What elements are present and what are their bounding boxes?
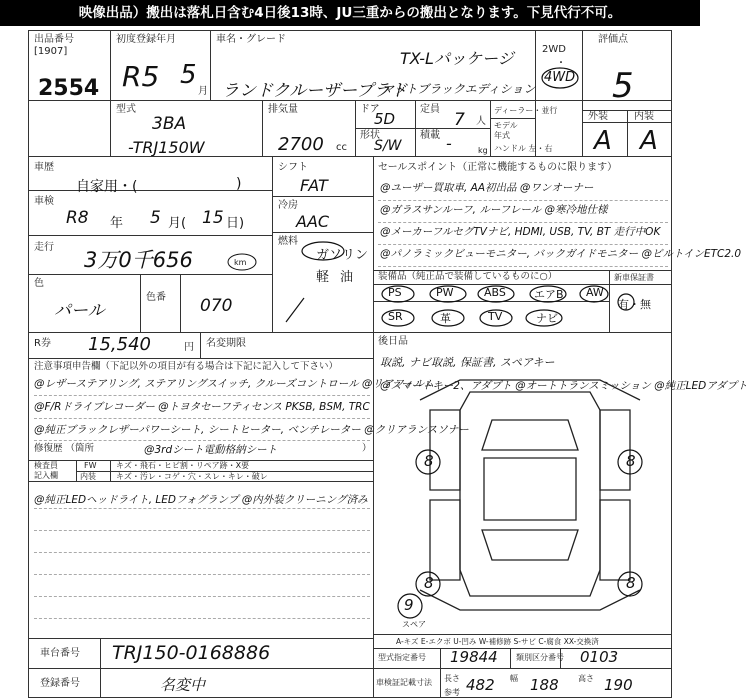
new-warranty-value: 有・無 bbox=[618, 298, 651, 311]
warranty-circle-mark bbox=[616, 292, 636, 312]
length-label: 長さ bbox=[444, 674, 460, 683]
ext-label: 外装 bbox=[588, 111, 608, 122]
spare-label: スペア bbox=[402, 620, 426, 629]
name-edition: マットブラックエディション bbox=[382, 82, 536, 96]
doors-value: 5D bbox=[374, 110, 396, 128]
dims-ref: 参考 bbox=[444, 688, 460, 697]
capacity-unit: 人 bbox=[476, 116, 486, 127]
note-line: @純正ブラックレザーパワーシート, シートヒーター, ベンチレーター @クリアランスソナー bbox=[34, 424, 469, 436]
after-items-label: 後日品 bbox=[378, 336, 408, 347]
history-value: 自家用・( bbox=[76, 179, 138, 195]
equip-pw: PW bbox=[436, 286, 454, 299]
sales-label: セールスポイント（正常に機能するものに限ります） bbox=[378, 162, 618, 173]
equip-abs: ABS bbox=[484, 286, 506, 299]
equipment-label: 装備品（純正品で装備しているものに○） bbox=[378, 271, 558, 282]
registration-era: R5 bbox=[122, 60, 160, 93]
load-label: 積載 bbox=[420, 130, 440, 141]
inspection-era: R8 bbox=[66, 208, 89, 228]
history-label: 車歴 bbox=[34, 162, 54, 173]
inspection-month: 5 bbox=[150, 208, 161, 228]
name-change-label: 名変期限 bbox=[206, 338, 246, 349]
inspection-sheet bbox=[0, 30, 748, 700]
drive-value: 4WD bbox=[544, 70, 576, 85]
new-warranty-label: 新車保証書 bbox=[614, 273, 654, 282]
shape-label: 形状 bbox=[360, 130, 380, 141]
displacement-value: 2700 bbox=[278, 134, 324, 155]
int-label: 内装 bbox=[634, 111, 654, 122]
note-line: @レザーステアリング, ステアリングスイッチ, クルーズコントロール @リアフィルム bbox=[34, 378, 435, 390]
extra-notes: @スマートキー2、アダプト @オートトランスミッション @純正LEDアダプト bbox=[380, 380, 748, 392]
equip-airbag: エアB bbox=[534, 288, 564, 301]
tire-front-left: 8 bbox=[424, 452, 434, 470]
chassis-label: 車台番号 bbox=[40, 648, 80, 659]
notes-label: 注意事項申告欄（下記以外の項目が有る場合は下記に記入して下さい） bbox=[34, 361, 339, 372]
inspection-day: 15 bbox=[202, 208, 224, 228]
fuel-oil: 油 bbox=[340, 270, 354, 285]
shift-label: シフト bbox=[278, 162, 308, 173]
history-close: ) bbox=[236, 176, 242, 192]
inspector-label: 検査員 bbox=[34, 461, 58, 470]
repair-label: 修復歴 （箇所 bbox=[34, 443, 95, 454]
equip-navi: ナビ bbox=[536, 312, 558, 325]
fuel-gas: ガソリン bbox=[316, 248, 369, 263]
displacement-unit: cc bbox=[336, 142, 347, 153]
repair-close: ） bbox=[362, 443, 372, 454]
recycle-label: R券 bbox=[34, 338, 51, 349]
fuel-label: 燃料 bbox=[278, 236, 298, 247]
lot-label: 出品番号 bbox=[34, 34, 74, 45]
width-label: 幅 bbox=[510, 674, 518, 683]
registration-unit: 月 bbox=[198, 86, 208, 97]
tire-spare: 9 bbox=[404, 596, 414, 614]
note-line: @3rdシート電動格納シート bbox=[144, 444, 278, 456]
ext-grade: A bbox=[594, 126, 612, 156]
interior-items: キズ・汚レ・コゲ・穴・スレ・キレ・破レ bbox=[116, 472, 268, 481]
drive-label: 2WD bbox=[542, 44, 566, 55]
capacity-label: 定員 bbox=[420, 104, 440, 115]
equip-aw: AW bbox=[586, 286, 604, 299]
mileage-value: 3万0千656 bbox=[84, 248, 193, 272]
owner-label: 登録番号 bbox=[40, 678, 80, 689]
fuel-circle-mark bbox=[300, 240, 346, 262]
handle-label: ハンドル 左・右 bbox=[494, 144, 553, 153]
model-type-prefix: 3BA bbox=[152, 114, 187, 134]
equipment-circle-marks bbox=[376, 282, 612, 332]
category-label: 類別区分番号 bbox=[516, 653, 564, 662]
fuel-light: 軽 bbox=[316, 270, 330, 285]
load-value: - bbox=[446, 134, 452, 153]
fw-label: FW bbox=[84, 461, 97, 470]
cooling-value: AAC bbox=[296, 212, 330, 231]
drive-sep: ・ bbox=[556, 58, 566, 69]
name-model: ランドクルーザープラド bbox=[222, 81, 408, 101]
year-label: 年式 bbox=[494, 131, 510, 140]
interior-label: 内装 bbox=[80, 472, 96, 481]
shape-value: S/W bbox=[374, 138, 402, 154]
recycle-unit: 円 bbox=[184, 342, 194, 353]
color-label: 色 bbox=[34, 278, 44, 289]
tire-rear-left: 8 bbox=[424, 574, 434, 592]
inspector-remark: @純正LEDヘッドライト, LEDフォグランプ @内外装クリーニング済み bbox=[34, 494, 368, 506]
name-label: 車名・グレード bbox=[216, 34, 286, 45]
recycle-value: 15,540 bbox=[88, 334, 151, 355]
inspection-year-unit: 年 bbox=[110, 216, 124, 231]
load-unit: kg bbox=[478, 146, 488, 155]
name-grade: TX-Lパッケージ bbox=[400, 49, 514, 68]
lot-sub: [1907] bbox=[34, 46, 68, 57]
entry-label: 記入欄 bbox=[34, 471, 58, 480]
model-year-label: モデル bbox=[494, 121, 518, 130]
auction-banner: 映像出品）搬出は落札日含む4日後13時、JU三重からの搬出となります。下見代行不可。 bbox=[0, 0, 700, 26]
cooling-label: 冷房 bbox=[278, 200, 298, 211]
sales-line: @ユーザー買取車, AA初出品 @ワンオーナー bbox=[380, 182, 594, 194]
color-code-label: 色番 bbox=[146, 292, 166, 303]
drive-circle-mark bbox=[540, 66, 580, 90]
owner-value: 名変中 bbox=[160, 676, 206, 694]
form-label: 型式指定番号 bbox=[378, 653, 426, 662]
damage-legend: A-キズ E-エクボ U-凹み W-補修跡 S-サビ C-腐食 XX-交換済 bbox=[396, 637, 599, 646]
inspection-label: 車検 bbox=[34, 196, 54, 207]
category-value: 0103 bbox=[580, 648, 619, 666]
note-line: @F/Rドライブレコーダー @トヨタセーフティセンス PKSB, BSM, TRC bbox=[34, 401, 370, 413]
fuel-slash-mark bbox=[280, 288, 360, 326]
doors-label: ドア bbox=[360, 104, 380, 115]
width-value: 188 bbox=[530, 676, 559, 694]
form-value: 19844 bbox=[450, 648, 498, 666]
chassis-value: TRJ150-0168886 bbox=[112, 642, 271, 664]
int-grade: A bbox=[640, 126, 658, 156]
registration-label: 初度登録年月 bbox=[116, 34, 176, 45]
dims-label: 車検証記載寸法 bbox=[376, 678, 432, 687]
inspection-month-unit: 月( bbox=[168, 216, 187, 231]
registration-month: 5 bbox=[180, 60, 197, 90]
lot-number: 2554 bbox=[38, 76, 100, 101]
fw-items: キズ・飛石・ヒビ割・リペア跡・X要 bbox=[116, 461, 250, 470]
sales-line: @パノラミックビューモニター, バックガイドモニター @ビルトインETC2.0 bbox=[380, 248, 742, 260]
length-value: 482 bbox=[466, 676, 495, 694]
mileage-unit: km bbox=[234, 258, 247, 267]
sales-line: @ガラスサンルーフ, ルーフレール @寒冷地仕様 bbox=[380, 204, 608, 216]
displacement-label: 排気量 bbox=[268, 104, 298, 115]
mileage-label: 走行 bbox=[34, 242, 54, 253]
model-type-label: 型式 bbox=[116, 104, 136, 115]
equip-ps: PS bbox=[388, 286, 402, 299]
equip-tv: TV bbox=[488, 310, 503, 323]
capacity-value: 7 bbox=[454, 110, 465, 130]
color-value: パール bbox=[54, 301, 105, 321]
height-label: 高さ bbox=[578, 674, 594, 683]
tire-rear-right: 8 bbox=[626, 574, 636, 592]
score-label: 評価点 bbox=[598, 34, 628, 45]
dealer-label: ディーラー・並行 bbox=[494, 106, 558, 115]
sales-line: @メーカーフルセグTVナビ, HDMI, USB, TV, BT 走行中OK bbox=[380, 226, 661, 238]
score-value: 5 bbox=[612, 66, 634, 106]
equip-sr: SR bbox=[388, 310, 403, 323]
equip-leather: 革 bbox=[440, 312, 451, 325]
tire-front-right: 8 bbox=[626, 452, 636, 470]
height-value: 190 bbox=[604, 676, 633, 694]
inspection-day-unit: 日) bbox=[226, 216, 245, 231]
shift-value: FAT bbox=[300, 176, 328, 195]
model-type-code: -TRJ150W bbox=[128, 138, 205, 157]
after-items-value: 取説, ナビ取説, 保証書, スペアキー bbox=[380, 356, 555, 369]
color-code: 070 bbox=[200, 296, 233, 316]
spare-circle bbox=[396, 592, 424, 620]
tire-circles bbox=[414, 448, 664, 598]
